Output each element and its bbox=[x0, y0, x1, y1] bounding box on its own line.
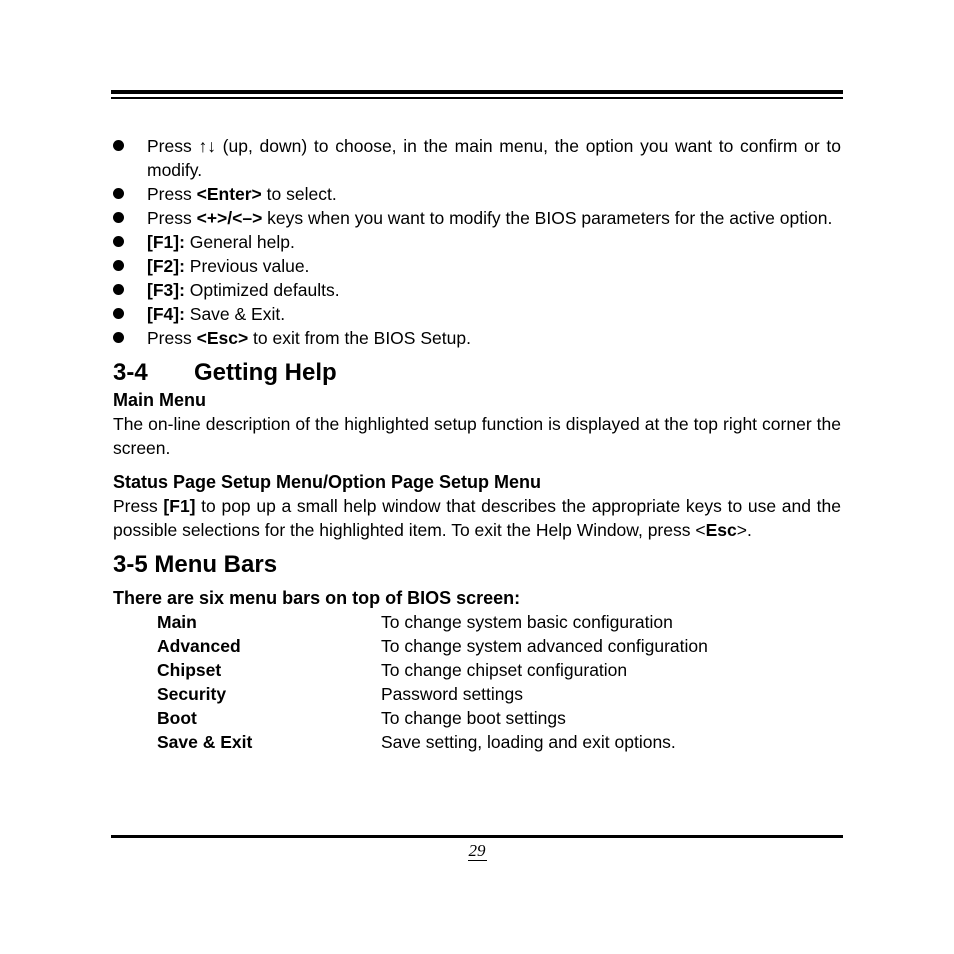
section-heading-getting-help: 3-4 Getting Help bbox=[113, 359, 337, 386]
status-page-text: Press [F1] to pop up a small help window that describes the appropriate keys to use and the possible selections for the highlighted item. To exit the Help Window, press <Esc>. bbox=[113, 496, 841, 540]
status-page-heading: Status Page Setup Menu/Option Page Setup Menu bbox=[113, 472, 542, 492]
bullet-icon bbox=[113, 308, 124, 319]
page-number: 29 bbox=[468, 841, 486, 860]
table-row: Security Password settings bbox=[157, 684, 524, 704]
page-content bbox=[113, 134, 841, 754]
key-bullet-list bbox=[113, 134, 841, 350]
table-row: Main To change system basic configuration bbox=[157, 612, 673, 632]
main-menu-text: The on-line description of the highlighted setup function is displayed at the top right corner the screen. bbox=[113, 414, 841, 458]
table-row: Chipset To change chipset configuration bbox=[157, 660, 628, 680]
table-row: Advanced To change system advanced configuration bbox=[157, 636, 708, 656]
list-item: [F3]: Optimized defaults. bbox=[113, 278, 841, 302]
table-row: Boot To change boot settings bbox=[157, 708, 566, 728]
bullet-icon bbox=[113, 236, 124, 247]
header-rule-thick bbox=[111, 90, 843, 94]
list-item: [F2]: Previous value. bbox=[113, 254, 841, 278]
list-item: [F4]: Save & Exit. bbox=[113, 302, 841, 326]
list-item: Press ↑↓ (up, down) to choose, in the main menu, the option you want to confirm or to modify. bbox=[113, 134, 841, 182]
bullet-icon bbox=[113, 332, 124, 343]
list-item: Press <Esc> to exit from the BIOS Setup. bbox=[113, 326, 841, 350]
list-item: [F1]: General help. bbox=[113, 230, 841, 254]
section-heading-menu-bars: 3-5 Menu Bars bbox=[113, 551, 278, 578]
bullet-icon bbox=[113, 188, 124, 199]
bullet-icon bbox=[113, 260, 124, 271]
table-row: Save & Exit Save setting, loading and exit options. bbox=[157, 732, 676, 752]
bullet-icon bbox=[113, 212, 124, 223]
menu-bars-intro: There are six menu bars on top of BIOS screen: bbox=[113, 588, 521, 608]
header-rule-thin bbox=[111, 97, 843, 99]
bullet-icon bbox=[113, 140, 124, 151]
list-item: Press <+>/<–> keys when you want to modify the BIOS parameters for the active option. bbox=[113, 206, 841, 230]
main-menu-heading: Main Menu bbox=[113, 390, 206, 410]
list-item: Press <Enter> to select. bbox=[113, 182, 841, 206]
bullet-icon bbox=[113, 284, 124, 295]
footer-rule bbox=[111, 835, 843, 838]
menu-bars-table bbox=[157, 610, 708, 754]
